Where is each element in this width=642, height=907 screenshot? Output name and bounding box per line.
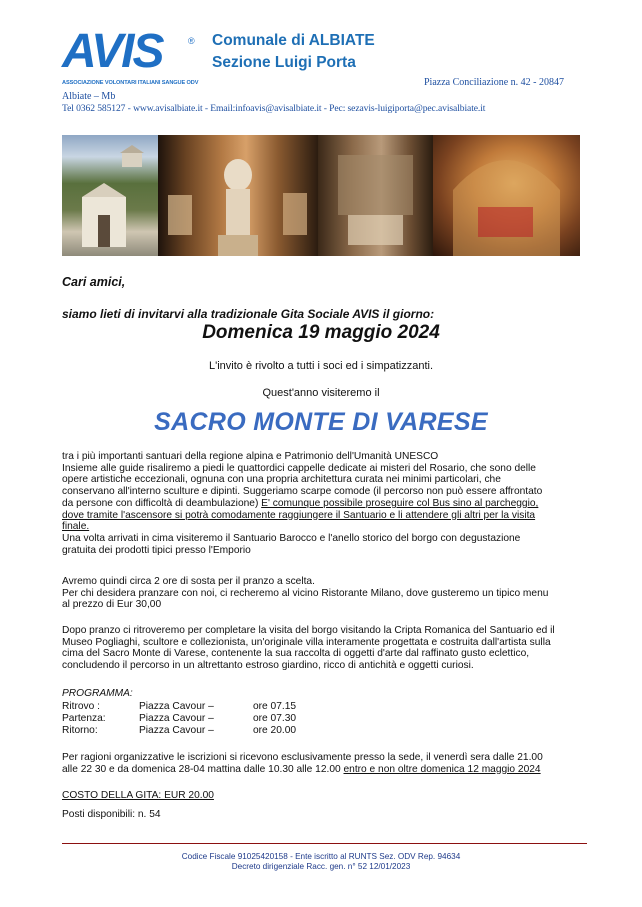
row-place: Piazza Cavour –	[139, 725, 214, 736]
programma-title: PROGRAMMA:	[62, 688, 133, 699]
text-line: tra i più importanti santuari della regione alpina e Patrimonio dell'Umanità UNESCO	[62, 451, 439, 462]
paragraph-lunch	[62, 576, 590, 611]
text-line: Per chi desidera pranzare con noi, ci recheremo al vicino Ristorante Milano, dove gusteremo un tipico menu	[62, 587, 549, 599]
row-place: Piazza Cavour –	[139, 713, 214, 724]
elevator-note: dove tramite l'ascensore si potrà comodamente raggiungere il Santuario e li attendere gli altri per la visita	[62, 509, 536, 521]
text-line: conservano all'interno sculture e dipinti. Suggeriamo scarpe comode (il percorso non può essere affrontato	[62, 486, 543, 498]
text-line: al prezzo di Eur 30,00	[62, 599, 162, 611]
invite-line: siamo lieti di invitarvi alla tradizionale Gita Sociale AVIS il giorno:	[62, 307, 435, 321]
org-section: Sezione Luigi Porta	[212, 54, 356, 71]
paragraph-registration	[62, 752, 590, 775]
text-line	[62, 498, 590, 510]
text-line: Dopo pranzo ci ritroveremo per completare la visita del borgo visitando la Cripta Romanica del Santuario ed il	[62, 625, 555, 636]
photo-strip	[62, 135, 580, 256]
text-line: cima del Sacro Monte di Varese, contenente la sua raccolta di oggetti d'arte dal raffinato gusto eclettico,	[62, 648, 530, 660]
city: Albiate – Mb	[62, 91, 116, 102]
row-label: Ritrovo :	[62, 701, 100, 712]
visit-intro: Quest'anno visiteremo il	[262, 387, 380, 399]
text-line: Avremo quindi circa 2 ore di sosta per il pranzo a scelta.	[62, 576, 315, 587]
salutation: Cari amici,	[62, 275, 126, 289]
trip-date: Domenica 19 maggio 2024	[202, 322, 440, 343]
avis-logo: AVIS	[62, 25, 163, 78]
logo-registered-mark: ®	[188, 36, 195, 46]
text-line: Per ragioni organizzative le iscrizioni si ricevono esclusivamente presso la sede, il venerdì sera dalle 21.00	[62, 752, 543, 763]
text-span: da persone con difficoltà di deambulazione)	[62, 497, 262, 509]
elevator-note-end: finale.	[62, 521, 90, 533]
trip-cost: COSTO DELLA GITA: EUR 20.00	[62, 790, 214, 801]
row-label: Ritorno:	[62, 725, 98, 736]
photo-museum-interior	[158, 135, 318, 256]
photo-chapel	[62, 135, 158, 256]
photo-hall	[318, 135, 433, 256]
row-time: ore 07.30	[253, 713, 297, 724]
logo-subtitle: ASSOCIAZIONE VOLONTARI ITALIANI SANGUE ODV	[62, 80, 199, 86]
text-line: Insieme alle guide risaliremo a piedi le quattordici cappelle dedicate ai misteri del Rosario, che sono delle	[62, 462, 536, 474]
audience-line: L'invito è rivolto a tutti i soci ed i simpatizzanti.	[208, 360, 434, 372]
text-line: Una volta arrivati in cima visiteremo il Santuario Barocco e l'anello storico del borgo con degustazione	[62, 532, 521, 544]
text-span: alle 22 30 e da domenica 28-04 mattina dalle 10.30 alle 12.00	[62, 763, 344, 775]
address: Piazza Conciliazione n. 42 - 20847	[424, 77, 564, 88]
text-line: gratuita dei prodotti tipici presso l'Emporio	[62, 544, 251, 556]
destination-title: SACRO MONTE DI VARESE	[154, 408, 488, 436]
row-time: ore 20.00	[253, 725, 297, 736]
text-line	[62, 764, 590, 776]
paragraph-description	[62, 451, 590, 556]
footer-line1: Codice Fiscale 91025420158 - Ente iscritto al RUNTS Sez. ODV Rep. 94634	[181, 852, 461, 861]
text-line: Museo Pogliaghi, scultore e collezionista, un'originale villa interamente progettata e costruita dall'artista sulla	[62, 636, 551, 648]
row-place: Piazza Cavour –	[139, 701, 214, 712]
org-name: Comunale di ALBIATE	[212, 32, 375, 49]
text-line: concludendo il percorso in un altrettanto estroso giardino, ricco di antichità e oggetti curiosi.	[62, 660, 474, 672]
deadline: entro e non oltre domenica 12 maggio 2024	[343, 763, 541, 775]
row-time: ore 07.15	[253, 701, 297, 712]
photo-crypt	[433, 135, 580, 256]
paragraph-afternoon	[62, 625, 590, 672]
text-line: opere artistiche eccezionali, ognuna con una propria architettura curata nei minimi particolari, che	[62, 474, 501, 486]
footer-divider	[62, 843, 587, 844]
footer-line2: Decreto dirigenziale Racc. gen. n° 52 12/01/2023	[231, 862, 411, 871]
row-label: Partenza:	[62, 713, 106, 724]
contacts-line: Tel 0362 585127 - www.avisalbiate.it - Email:infoavis@avisalbiate.it - Pec: sezavis-luigiporta@pec.avisalbiate.it	[62, 103, 486, 114]
seats-available: Posti disponibili: n. 54	[62, 809, 161, 820]
bus-note: E' comunque possibile proseguire col Bus sino al parcheggio,	[261, 497, 539, 509]
